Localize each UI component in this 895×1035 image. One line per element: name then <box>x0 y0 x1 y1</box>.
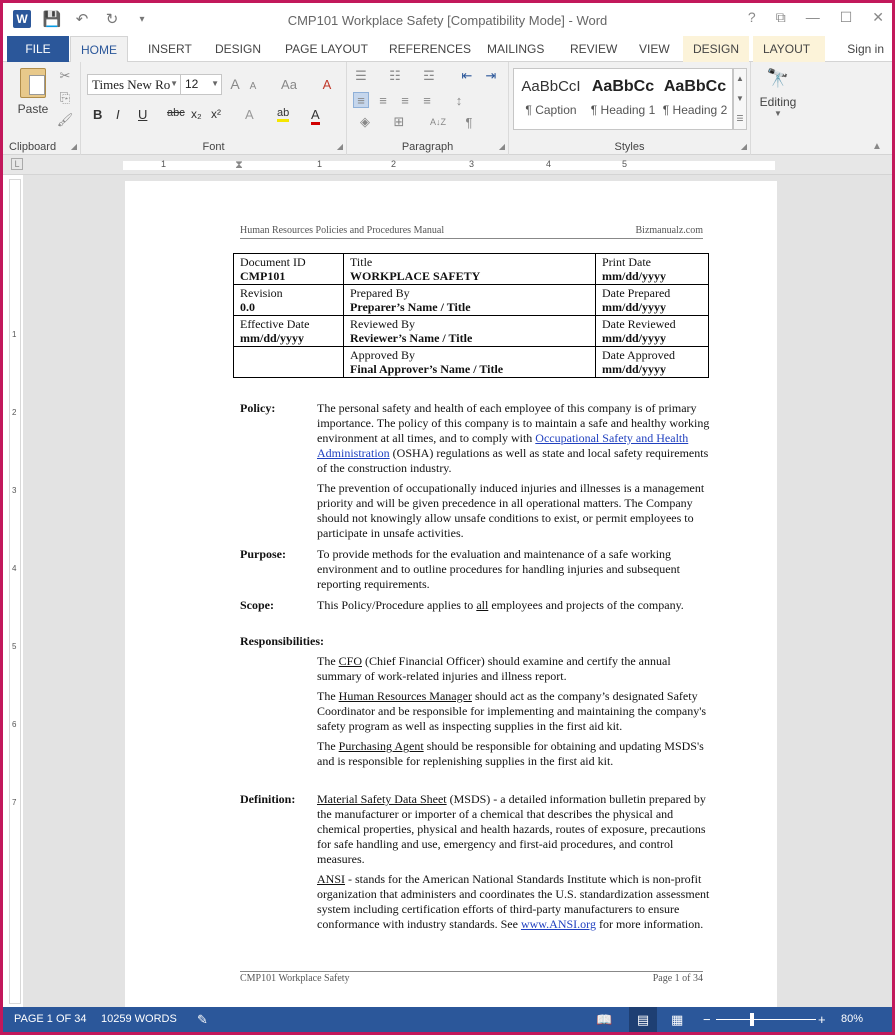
text-run: employees and projects of the company. <box>488 598 684 612</box>
paragraph-label: Paragraph <box>401 141 454 153</box>
text-effects-icon[interactable]: A <box>245 107 254 122</box>
title-bar <box>3 3 892 36</box>
find-icon: 🔭 <box>766 68 790 88</box>
ribbon-tabs <box>3 36 892 62</box>
font-label: Font <box>202 141 225 153</box>
policy-section <box>240 401 710 546</box>
scope-section <box>240 598 710 618</box>
purpose-text: To provide methods for the evaluation and maintenance of a safe working environment and to outline procedures for handling injuries and subsequent reporting requirements. <box>317 547 680 591</box>
copy-icon[interactable]: ⎘ <box>59 90 71 105</box>
cell-label: Title <box>350 255 373 269</box>
table-cell[interactable] <box>596 285 709 316</box>
tab-home[interactable]: HOME <box>70 36 128 63</box>
decrease-indent-icon[interactable]: ⇤ <box>461 68 473 83</box>
zoom-out-button[interactable]: − <box>703 1012 711 1027</box>
document-area[interactable] <box>23 175 892 1007</box>
clipboard-label: Clipboard <box>9 141 57 153</box>
style-name: ¶ Heading 2 <box>662 103 728 117</box>
cell-label: Date Prepared <box>602 286 671 300</box>
text-run: should act as the company’s designated Safety Coordinator and be responsible for implementing and maintaining the company's safety program as well as inspecting supplies in the first aid kit. <box>317 689 707 733</box>
change-case-icon[interactable]: Aa <box>281 76 297 92</box>
text-run: The <box>317 739 339 753</box>
redo-icon[interactable]: ↻ <box>105 11 119 28</box>
policy-label: Policy: <box>240 401 276 415</box>
read-mode-icon[interactable]: 📖 <box>596 1012 613 1027</box>
tab-references[interactable]: REFERENCES <box>389 42 472 56</box>
web-layout-icon[interactable]: ▦ <box>671 1012 684 1027</box>
styles-scroll[interactable] <box>733 68 747 130</box>
sign-in-link[interactable]: Sign in <box>847 42 884 56</box>
window-title: CMP101 Workplace Safety [Compatibility Mode] - Word <box>287 13 608 28</box>
ruler-mark: 1 <box>317 159 323 169</box>
vertical-ruler[interactable] <box>9 179 21 1004</box>
grow-font-icon[interactable]: A <box>230 76 240 92</box>
responsibilities-section <box>240 634 710 774</box>
chevron-up-icon[interactable]: ▲ <box>736 74 744 83</box>
definition-label: Definition: <box>240 792 296 806</box>
underline-button[interactable]: U <box>138 107 148 122</box>
text-run: Material Safety Data Sheet <box>317 792 447 806</box>
table-cell[interactable] <box>596 316 709 347</box>
table-row <box>234 347 709 378</box>
definition-section <box>240 792 710 937</box>
text-run: CFO <box>338 654 362 668</box>
paragraph-launcher-icon[interactable]: ◢ <box>498 142 505 151</box>
cell-value: Final Approver’s Name / Title <box>350 362 504 376</box>
format-painter-icon[interactable]: 🖌 <box>56 112 74 127</box>
tab-table-design[interactable]: DESIGN <box>683 36 749 62</box>
chevron-down-icon: ▼ <box>774 109 782 118</box>
borders-icon[interactable]: ⊞ <box>393 114 405 129</box>
text-run: for more information. <box>595 917 704 931</box>
font-size-select[interactable]: 12 ▼ <box>180 74 222 95</box>
text-run: (Chief Financial Officer) should examine and certify the annual summary of work-related injuries and illness report. <box>317 654 671 683</box>
ruler-mark: 1 <box>12 330 17 339</box>
text-run: all <box>476 598 489 612</box>
editing-button[interactable] <box>753 68 803 118</box>
cell-label: Effective Date <box>240 317 310 331</box>
page-footer <box>240 971 703 984</box>
numbering-icon[interactable]: ☷ <box>389 68 401 83</box>
style-preview: AaBbCcI <box>521 78 581 95</box>
table-cell[interactable] <box>344 347 596 378</box>
paragraph-group <box>347 62 509 155</box>
ruler-mark: 1 <box>161 159 167 169</box>
tab-file[interactable]: FILE <box>7 36 69 62</box>
cell-value: CMP101 <box>240 269 286 283</box>
close-button[interactable]: ✕ <box>872 9 884 25</box>
font-group <box>81 62 347 155</box>
cell-value: mm/dd/yyyy <box>602 362 667 376</box>
ruler-mark: 4 <box>546 159 552 169</box>
zoom-in-button[interactable]: + <box>818 1012 826 1027</box>
tab-selector-icon[interactable]: L <box>11 158 23 170</box>
cell-value: mm/dd/yyyy <box>602 300 667 314</box>
ruler-mark: 2 <box>12 408 17 417</box>
cell-value: 0.0 <box>240 300 255 314</box>
word-count[interactable]: 10259 WORDS <box>101 1013 177 1025</box>
table-cell[interactable] <box>234 254 344 285</box>
document-page[interactable] <box>125 181 777 1021</box>
text-run: (OSHA) regulations as well as state and local safety requirements of the construction industry. <box>317 446 709 475</box>
document-info-table <box>233 253 709 378</box>
font-name-select[interactable]: Times New Ro ▼ <box>87 74 181 95</box>
responsibility-hr-manager <box>317 689 710 734</box>
align-left-icon[interactable]: ≡ <box>353 92 369 108</box>
text-run: Human Resources Manager <box>338 689 472 703</box>
tab-design[interactable]: DESIGN <box>215 42 262 56</box>
customize-qat-icon[interactable]: ▾ <box>139 13 145 25</box>
highlight-icon[interactable]: ab <box>277 107 289 122</box>
zoom-slider-thumb[interactable] <box>750 1013 754 1026</box>
ansi-link[interactable]: www.ANSI.org <box>520 917 596 931</box>
editing-label: Editing <box>759 95 797 109</box>
subscript-button[interactable]: x₂ <box>191 107 202 121</box>
page-count[interactable]: PAGE 1 OF 34 <box>14 1013 87 1025</box>
responsibilities-label: Responsibilities: <box>240 634 325 648</box>
cut-icon[interactable]: ✂ <box>59 68 71 83</box>
style-preview: AaBbCc <box>663 78 727 95</box>
table-cell[interactable] <box>596 347 709 378</box>
justify-icon[interactable]: ≡ <box>423 92 431 108</box>
align-center-icon[interactable]: ≡ <box>379 92 387 108</box>
responsibility-cfo <box>317 654 710 684</box>
cell-label: Prepared By <box>350 286 410 300</box>
cell-label: Reviewed By <box>350 317 415 331</box>
table-cell[interactable] <box>344 316 596 347</box>
sort-icon[interactable]: A↓Z <box>429 117 446 127</box>
superscript-button[interactable]: x² <box>211 107 221 121</box>
ruler-mark: 4 <box>12 564 17 573</box>
tab-table-layout[interactable]: LAYOUT <box>753 36 825 62</box>
status-bar <box>3 1007 892 1032</box>
ribbon-display-icon[interactable]: ⧉ <box>775 9 786 25</box>
proofing-icon[interactable]: ✎ <box>197 1012 208 1027</box>
table-row <box>234 254 709 285</box>
maximize-button[interactable]: ☐ <box>839 9 853 25</box>
cell-value: WORKPLACE SAFETY <box>350 269 481 283</box>
ruler-mark: 3 <box>469 159 475 169</box>
styles-gallery <box>513 68 733 130</box>
text-run: The <box>317 654 339 668</box>
styles-label: Styles <box>614 141 645 153</box>
tab-view[interactable]: VIEW <box>639 42 670 56</box>
show-formatting-icon[interactable]: ¶ <box>465 114 473 130</box>
minimize-button[interactable]: — <box>805 9 820 25</box>
collapse-ribbon-icon[interactable]: ▲ <box>872 140 882 152</box>
ruler-mark: 6 <box>12 720 17 729</box>
clipboard-launcher-icon[interactable]: ◢ <box>70 142 77 151</box>
text-run: ANSI <box>317 872 346 886</box>
horizontal-ruler[interactable] <box>3 155 892 175</box>
chevron-down-icon[interactable]: ▼ <box>736 94 744 103</box>
cell-value: Preparer’s Name / Title <box>350 300 471 314</box>
multilevel-list-icon[interactable]: ☲ <box>423 68 435 83</box>
table-row <box>234 285 709 316</box>
cell-label: Revision <box>240 286 283 300</box>
more-styles-icon[interactable]: ☰ <box>736 114 744 123</box>
save-icon[interactable]: 💾 <box>42 11 62 28</box>
word-window <box>3 3 892 1032</box>
cell-label: Date Approved <box>602 348 675 362</box>
word-app-icon[interactable]: W <box>13 10 31 28</box>
scope-text <box>317 598 710 613</box>
chevron-down-icon: ▼ <box>211 79 219 88</box>
style-name: ¶ Heading 1 <box>590 103 656 117</box>
text-run: (MSDS) - a detailed information bulletin prepared by the manufacturer or importer of a chemical that describes the physical and chemical properties, physical and health hazards, routes of exposure, precautions for safe handling and use, emergency and first-aid procedures, and control measures. <box>317 792 706 866</box>
paste-icon <box>20 68 46 98</box>
ruler-mark: 7 <box>12 798 17 807</box>
print-layout-icon[interactable]: ▤ <box>629 1007 657 1032</box>
align-right-icon[interactable]: ≡ <box>401 92 409 108</box>
tab-page-layout[interactable]: PAGE LAYOUT <box>285 42 368 56</box>
definition-msds <box>317 792 710 867</box>
table-cell[interactable] <box>234 347 344 378</box>
table-row <box>234 316 709 347</box>
bullets-icon[interactable]: ☰ <box>355 68 367 83</box>
tab-mailings[interactable]: MAILINGS <box>487 42 545 56</box>
cell-label: Document ID <box>240 255 306 269</box>
zoom-slider[interactable] <box>716 1019 816 1020</box>
clipboard-group <box>3 62 81 155</box>
font-launcher-icon[interactable]: ◢ <box>336 142 343 151</box>
cell-label: Approved By <box>350 348 415 362</box>
purpose-section <box>240 547 710 597</box>
ribbon <box>3 62 892 155</box>
table-cell[interactable] <box>344 285 596 316</box>
style-heading-1[interactable] <box>588 73 658 117</box>
cell-value: mm/dd/yyyy <box>240 331 305 345</box>
styles-launcher-icon[interactable]: ◢ <box>740 142 747 151</box>
footer-right: Page 1 of 34 <box>652 973 703 984</box>
font-color-icon[interactable]: A <box>311 107 320 125</box>
text-run: The personal safety and health of each employee of this company is of primary importance. The policy of this company is to maintain a safe and healthy working environment at all times, and to comply with <box>317 401 710 445</box>
ruler-mark: 2 <box>391 159 397 169</box>
text-run: The <box>317 689 339 703</box>
table-cell[interactable] <box>596 254 709 285</box>
footer-left: CMP101 Workplace Safety <box>240 973 350 984</box>
tab-insert[interactable]: INSERT <box>148 42 192 56</box>
cell-value: mm/dd/yyyy <box>602 331 667 345</box>
cell-label: Print Date <box>602 255 651 269</box>
shrink-font-icon[interactable]: A <box>249 80 257 92</box>
page-header <box>240 225 703 239</box>
cell-value: mm/dd/yyyy <box>602 269 667 283</box>
tab-review[interactable]: REVIEW <box>570 42 618 56</box>
increase-indent-icon[interactable]: ⇥ <box>485 68 497 83</box>
line-spacing-icon[interactable]: ↕ <box>455 92 463 108</box>
clear-formatting-icon[interactable]: A <box>322 76 332 92</box>
table-cell[interactable] <box>234 285 344 316</box>
text-run: should be responsible for obtaining and updating MSDS's and is responsible for replenishing supplies in the first aid kit. <box>317 739 704 768</box>
italic-button[interactable]: I <box>116 107 120 122</box>
text-run: - stands for the American National Standards Institute which is non-profit organization that administers and coordinates the U.S. standardization assessment system including certification efforts of third-party manufacturers to ensure conformance with industry standards. See <box>317 872 710 931</box>
window-controls <box>748 9 884 26</box>
strikethrough-button[interactable]: abc <box>167 107 185 119</box>
text-run: Purchasing Agent <box>338 739 424 753</box>
bold-button[interactable]: B <box>93 107 103 122</box>
chevron-down-icon: ▼ <box>170 79 178 88</box>
indent-marker-icon[interactable]: ⧗ <box>235 158 243 171</box>
purpose-label: Purpose: <box>240 547 286 561</box>
zoom-level[interactable]: 80% <box>841 1013 864 1025</box>
style-heading-2[interactable] <box>660 73 730 117</box>
osha-link[interactable]: Occupational Safety and Health Administration <box>317 431 689 460</box>
ruler-strip <box>123 161 775 170</box>
header-left: Human Resources Policies and Procedures Manual <box>240 225 445 236</box>
policy-paragraph-2: The prevention of occupationally induced injuries and illnesses is a management priority and will be given precedence in all operational matters. The Company should not knowingly allow unsafe conditions to exist, or permit employees to participate in unsafe activities. <box>317 481 705 540</box>
style-caption[interactable] <box>516 73 586 117</box>
shading-icon[interactable]: ◈ <box>360 114 370 129</box>
undo-icon[interactable]: ↶ <box>75 11 89 28</box>
style-preview: AaBbCc <box>591 78 655 95</box>
responsibility-purchasing-agent <box>317 739 710 769</box>
header-right: Bizmanualz.com <box>635 225 703 236</box>
cell-value: Reviewer’s Name / Title <box>350 331 473 345</box>
table-cell[interactable] <box>344 254 596 285</box>
definition-ansi <box>317 872 710 932</box>
ruler-mark: 5 <box>622 159 628 169</box>
ruler-mark: 5 <box>12 642 17 651</box>
style-name: ¶ Caption <box>525 103 577 117</box>
paste-button[interactable] <box>13 68 53 116</box>
table-cell[interactable] <box>234 316 344 347</box>
scope-label: Scope: <box>240 598 274 612</box>
policy-paragraph-1 <box>317 401 710 476</box>
ruler-mark: 3 <box>12 486 17 495</box>
help-icon[interactable]: ? <box>747 9 756 25</box>
cell-label: Date Reviewed <box>602 317 676 331</box>
paste-label: Paste <box>17 102 49 116</box>
text-run: This Policy/Procedure applies to <box>317 598 477 612</box>
